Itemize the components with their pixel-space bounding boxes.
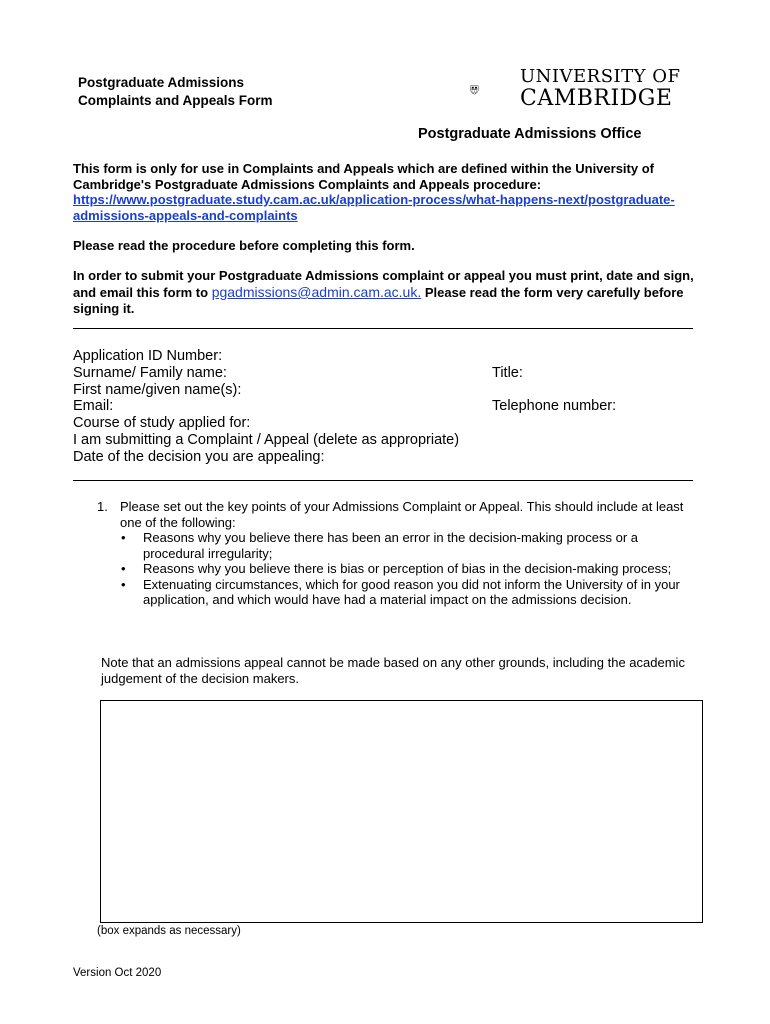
divider [73, 328, 693, 329]
title-label: Title: [492, 365, 523, 381]
decision-date-label: Date of the decision you are appealing: [73, 448, 325, 465]
form-title [78, 74, 273, 110]
logo-line1: UNIVERSITY OF [520, 66, 681, 87]
logo-line2: CAMBRIDGE [520, 86, 673, 111]
submit-paragraph [73, 268, 698, 317]
office-heading: Postgraduate Admissions Office [418, 126, 642, 142]
submit-text-before: In order to submit your Postgraduate Admissions complaint or appeal you must print, date and sign, and email this form to [73, 268, 694, 300]
form-title-line1: Postgraduate Admissions [78, 75, 245, 90]
intro-text: This form is only for use in Complaints and Appeals which are defined within the University of Cambridge's Postgraduate Admissions Complaints and Appeals procedure: [73, 161, 654, 192]
grounds-list [120, 530, 692, 608]
list-item: • Extenuating circumstances, which for good reason you did not inform the University of in your application, and which would have had a material impact on the admissions decision. [121, 576, 680, 607]
surname-label: Surname/ Family name: [73, 364, 227, 381]
applicant-fields [73, 348, 459, 466]
email-link[interactable]: pgadmissions@admin.cam.ac.uk. [211, 284, 422, 300]
submit-text-after: Please read the form very carefully before signing it. [73, 285, 684, 316]
telephone-label: Telephone number: [492, 398, 617, 414]
university-logo [520, 66, 681, 110]
question-text: Please set out the key points of your Admissions Complaint or Appeal. This should include at least one of the following: [120, 499, 684, 530]
complaint-appeal-label: I am submitting a Complaint / Appeal (delete as appropriate) [73, 431, 460, 448]
first-name-label: First name/given name(s): [73, 381, 242, 398]
list-item: • Reasons why you believe there is bias or perception of bias in the decision-making process; [121, 561, 672, 576]
procedure-link[interactable]: https://www.postgraduate.study.cam.ac.uk/application-process/what-happens-next/postgraduate-admissions-appeals-and-complaints [73, 192, 675, 223]
note-paragraph: Note that an admissions appeal cannot be made based on any other grounds, including the academic judgement of the decision makers. [101, 655, 685, 686]
application-id-label: Application ID Number: [73, 348, 223, 364]
list-item: • Reasons why you believe there has been an error in the decision-making process or a procedural irregularity; [121, 530, 638, 561]
form-title-line2: Complaints and Appeals Form [78, 93, 273, 108]
university-crest-icon [470, 67, 516, 113]
answer-box[interactable] [100, 700, 703, 923]
intro-paragraph [73, 161, 698, 223]
box-caption: (box expands as necessary) [97, 925, 241, 937]
divider [73, 480, 693, 481]
question-1 [97, 499, 692, 608]
bullet-icon: • [121, 576, 126, 592]
version-footer: Version Oct 2020 [73, 967, 162, 979]
bullet-icon: • [121, 530, 126, 545]
email-label: Email: [73, 398, 114, 415]
bullet-icon: • [121, 561, 126, 576]
course-label: Course of study applied for: [73, 415, 251, 432]
question-number: 1. [97, 499, 108, 514]
read-notice: Please read the procedure before completing this form. [73, 238, 415, 253]
